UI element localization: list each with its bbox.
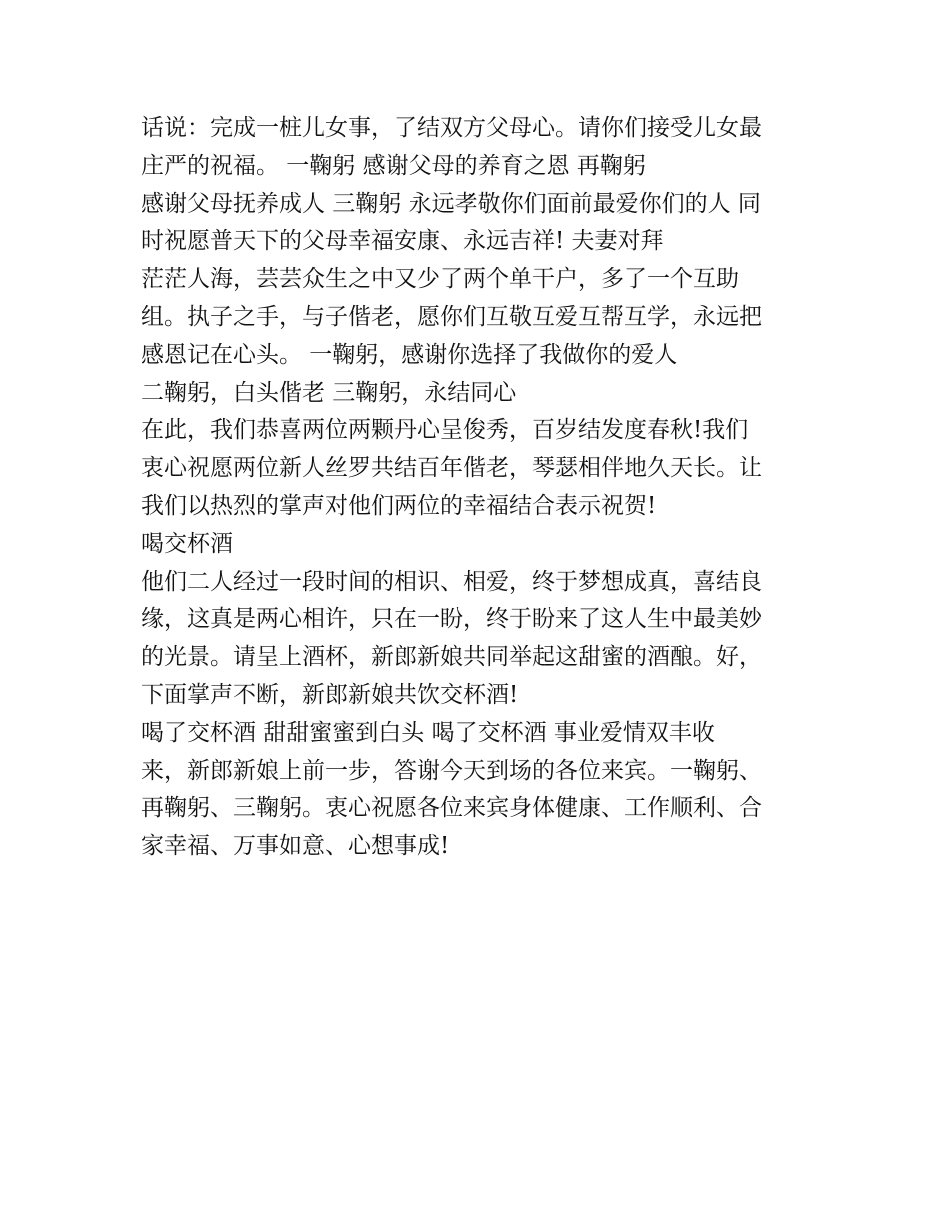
text-line: 家幸福、万事如意、心想事成! xyxy=(141,833,450,860)
text-line: 感谢父母抚养成人 三鞠躬 永远孝敬你们面前最爱你们的人 同 xyxy=(141,190,761,217)
text-line: 来，新郎新娘上前一步，答谢今天到场的各位来宾。一鞠躬、 xyxy=(141,757,762,784)
text-line: 再鞠躬、三鞠躬。衷心祝愿各位来宾身体健康、工作顺利、合 xyxy=(141,795,762,822)
text-line: 时祝愿普天下的父母幸福安康、永远吉祥! 夫妻对拜 xyxy=(141,228,664,255)
text-line: 缘，这真是两心相许，只在一盼，终于盼来了这人生中最美妙 xyxy=(141,606,762,633)
text-line: 茫茫人海，芸芸众生之中又少了两个单干户，多了一个互助 xyxy=(141,266,739,293)
text-line: 庄严的祝福。 一鞠躬 感谢父母的养育之恩 再鞠躬 xyxy=(141,152,646,179)
body-text xyxy=(141,110,821,866)
text-line: 衷心祝愿两位新人丝罗共结百年偕老，琴瑟相伴地久天长。让 xyxy=(141,455,762,482)
text-line: 我们以热烈的掌声对他们两位的幸福结合表示祝贺! xyxy=(141,492,657,519)
text-line: 下面掌声不断，新郎新娘共饮交杯酒! xyxy=(141,681,519,708)
text-line: 二鞠躬，白头偕老 三鞠躬，永结同心 xyxy=(141,379,517,406)
text-line: 话说：完成一桩儿女事，了结双方父母心。请你们接受儿女最 xyxy=(141,115,762,141)
section-heading: 喝交杯酒 xyxy=(141,530,233,557)
text-line: 喝了交杯酒 甜甜蜜蜜到白头 喝了交杯酒 事业爱情双丰收 xyxy=(141,719,715,746)
text-line: 的光景。请呈上酒杯，新郎新娘共同举起这甜蜜的酒酿。好， xyxy=(141,644,762,671)
text-line: 组。执子之手，与子偕老，愿你们互敬互爱互帮互学，永远把 xyxy=(141,303,762,330)
text-line: 感恩记在心头。 一鞠躬，感谢你选择了我做你的爱人 xyxy=(141,341,678,368)
text-line: 在此，我们恭喜两位两颗丹心呈俊秀，百岁结发度春秋!我们 xyxy=(141,417,749,444)
text-line: 他们二人经过一段时间的相识、相爱，终于梦想成真，喜结良 xyxy=(141,568,762,595)
